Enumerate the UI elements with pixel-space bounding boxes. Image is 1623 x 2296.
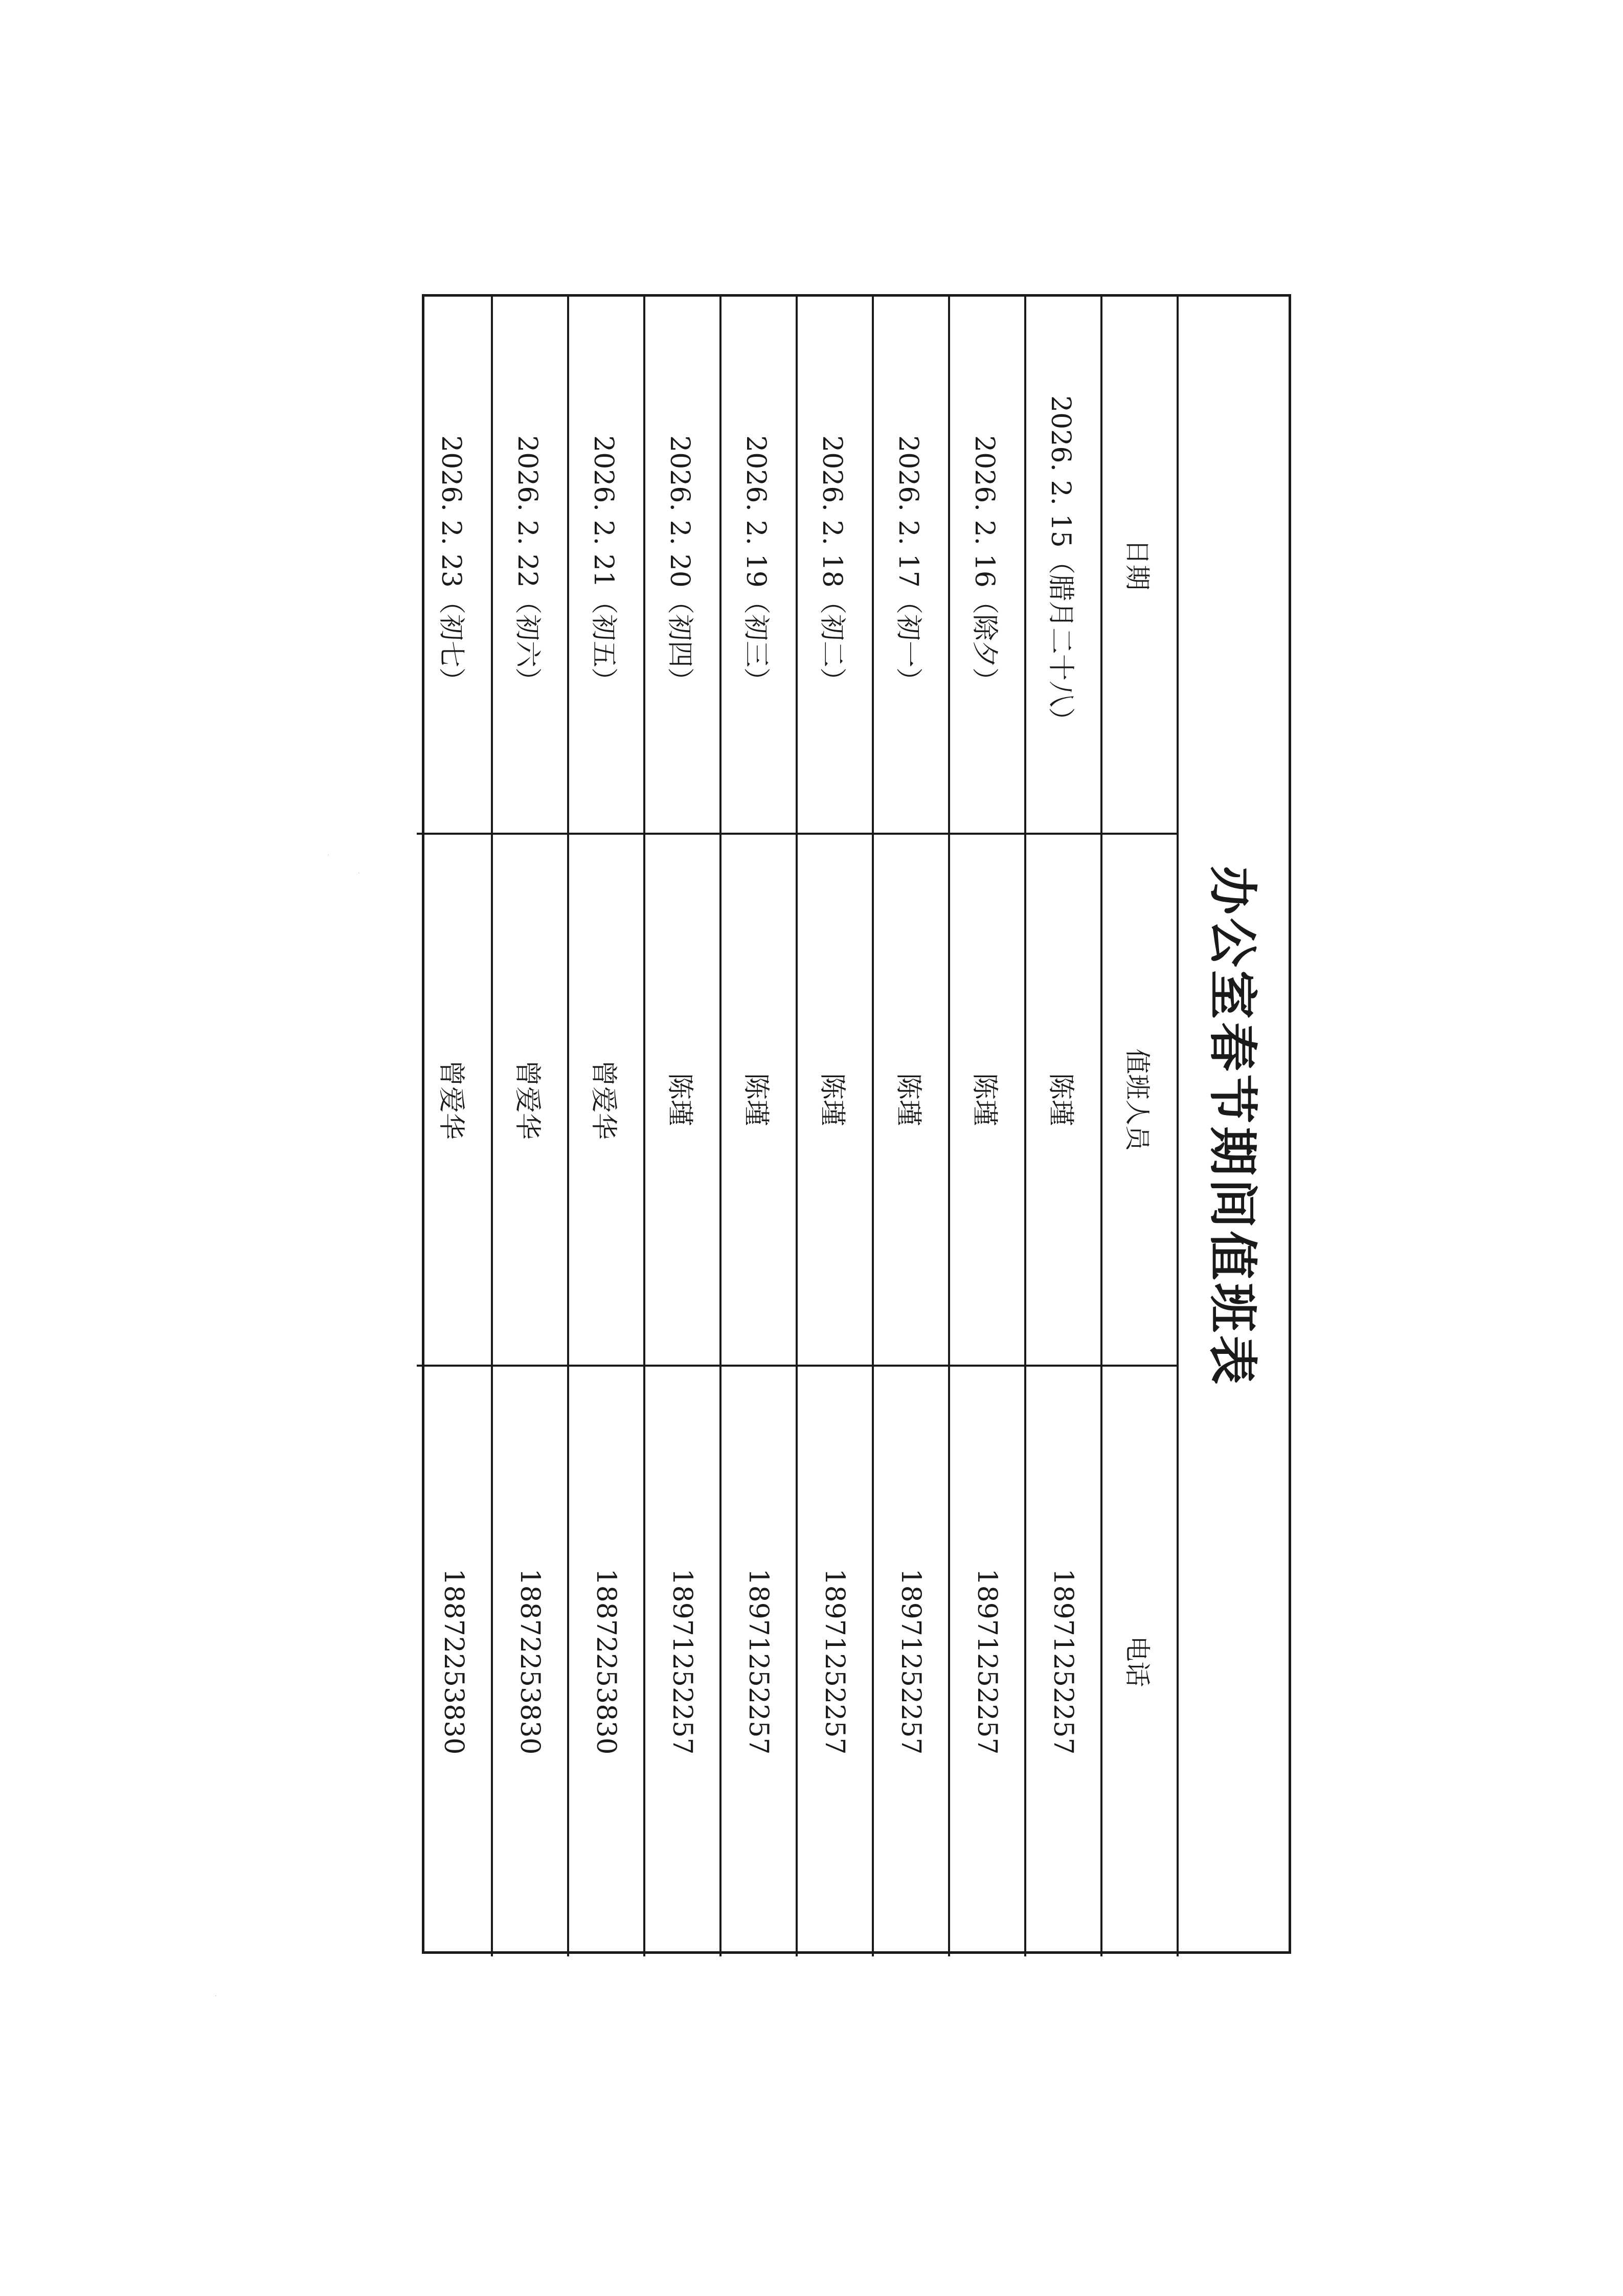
cell-phone: 18971252257 <box>644 1366 720 1956</box>
table-row <box>797 297 873 1956</box>
scan-speck: · <box>358 870 360 877</box>
cell-phone: 18872253830 <box>417 1366 492 1956</box>
table-row <box>568 297 644 1956</box>
cell-phone: 18872253830 <box>492 1366 568 1956</box>
cell-date: 2026. 2. 22（初六） <box>492 297 568 834</box>
table-row <box>1025 297 1101 1956</box>
scan-speck: · <box>327 852 329 859</box>
table-row <box>949 297 1025 1956</box>
cell-date: 2026. 2. 18（初二） <box>797 297 873 834</box>
cell-person: 陈瑾 <box>1025 834 1101 1366</box>
cell-person: 陈瑾 <box>873 834 949 1366</box>
duty-roster-table <box>417 297 1294 1956</box>
cell-date: 2026. 2. 17（初一） <box>873 297 949 834</box>
cell-date: 2026. 2. 19（初三） <box>720 297 797 834</box>
cell-phone: 18971252257 <box>949 1366 1025 1956</box>
cell-phone: 18971252257 <box>1025 1366 1101 1956</box>
cell-person: 陈瑾 <box>644 834 720 1366</box>
cell-date: 2026. 2. 23（初七） <box>417 297 492 834</box>
cell-phone: 18971252257 <box>720 1366 797 1956</box>
table-row <box>873 297 949 1956</box>
header-phone: 电话 <box>1101 1366 1178 1956</box>
cell-phone: 18971252257 <box>873 1366 949 1956</box>
header-row <box>1101 297 1178 1956</box>
cell-person: 曾爱华 <box>568 834 644 1366</box>
cell-date: 2026. 2. 21（初五） <box>568 297 644 834</box>
table-row <box>720 297 797 1956</box>
cell-date: 2026. 2. 20（初四） <box>644 297 720 834</box>
table-row <box>417 297 492 1956</box>
cell-phone: 18971252257 <box>797 1366 873 1956</box>
scan-speck: · <box>215 1992 217 1999</box>
header-person: 值班人员 <box>1101 834 1178 1366</box>
cell-person: 曾爱华 <box>417 834 492 1366</box>
rotated-table-wrapper <box>424 297 1294 1956</box>
cell-date: 2026. 2. 16（除夕） <box>949 297 1025 834</box>
cell-person: 陈瑾 <box>949 834 1025 1366</box>
duty-roster-page <box>422 294 1291 1954</box>
table-title: 办公室春节期间值班表 <box>1178 297 1294 1956</box>
cell-date: 2026. 2. 15（腊月二十八） <box>1025 297 1101 834</box>
cell-person: 陈瑾 <box>720 834 797 1366</box>
cell-phone: 18872253830 <box>568 1366 644 1956</box>
table-row <box>492 297 568 1956</box>
title-row <box>1178 297 1294 1956</box>
cell-person: 陈瑾 <box>797 834 873 1366</box>
header-date: 日期 <box>1101 297 1178 834</box>
table-row <box>644 297 720 1956</box>
cell-person: 曾爱华 <box>492 834 568 1366</box>
